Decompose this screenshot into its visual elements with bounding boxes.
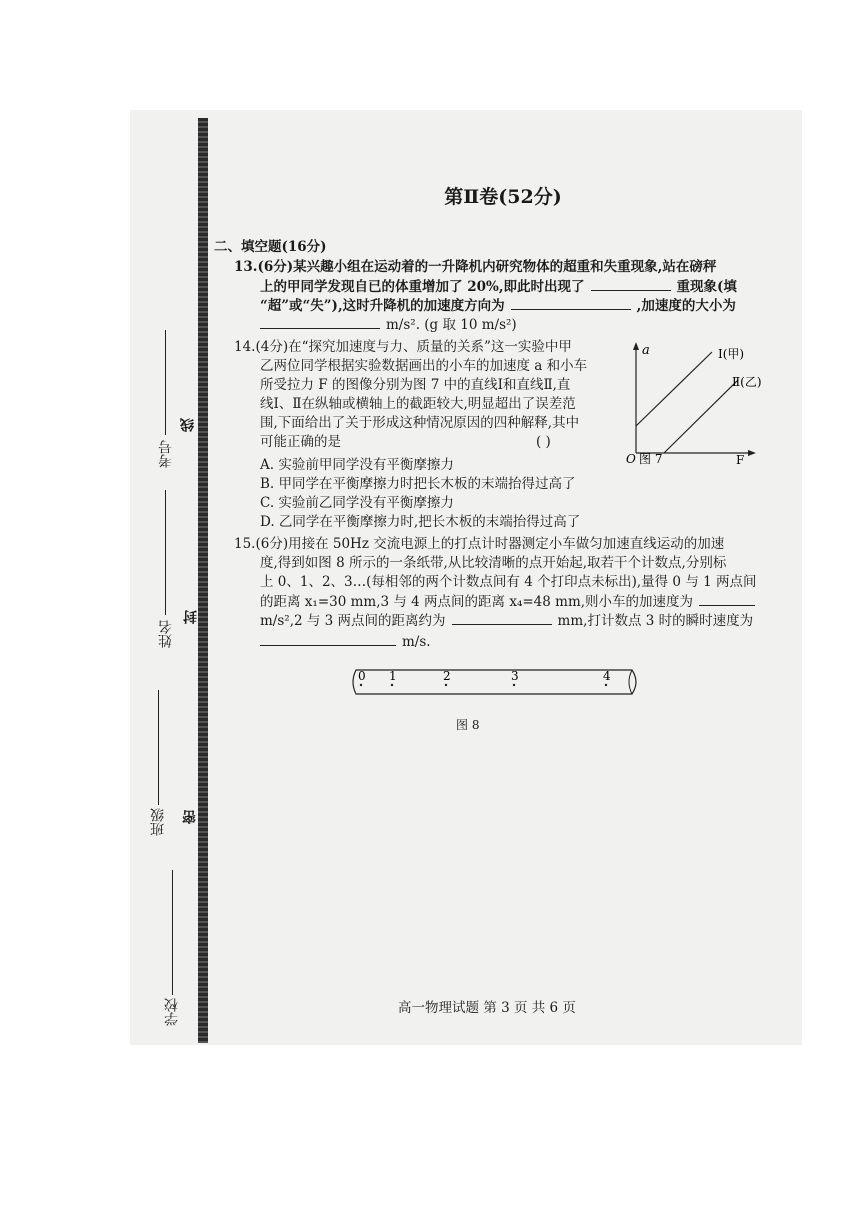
q13-line3: “超”或“失”),这时升降机的加速度方向为 ,加速度的大小为 xyxy=(260,298,736,314)
exam-no-line xyxy=(165,330,166,435)
figure-8-tape xyxy=(348,662,648,702)
tape-point-4-label: 4 xyxy=(603,669,611,683)
tape-dot-4 xyxy=(605,684,607,686)
tape-curl xyxy=(629,670,632,694)
q15-blank-velocity[interactable] xyxy=(260,632,396,646)
q14-line5: 围,下面给出了关于形成这种情况原因的四种解释,其中 xyxy=(260,415,580,431)
page-footer: 高一物理试题 第 3 页 共 6 页 xyxy=(398,1000,576,1016)
q15-line6: m/s. xyxy=(260,632,431,652)
seal-seal-char: 封 xyxy=(183,610,199,624)
section-title: 第Ⅱ卷(52分) xyxy=(444,186,562,208)
q15-line3: 上 0、1、2、3…(每相邻的两个计数点间有 4 个打印点未标出),量得 0 与 1 两点间 xyxy=(260,574,757,590)
q13-line2: 上的甲同学发现自已的体重增加了 20%,即此时出现了 重现象(填 xyxy=(260,279,737,295)
x-axis-label: F xyxy=(736,453,745,466)
q15-blank-distance[interactable] xyxy=(452,611,552,625)
q14-option-b: B. 甲同学在平衡摩擦力时把长木板的末端抬得过高了 xyxy=(260,476,576,492)
q13-line1: 13.(6分)某兴趣小组在运动着的一升降机内研究物体的超重和失重现象,站在磅秤 xyxy=(234,259,717,275)
q14-line1: 14.(4分)在“探究加速度与力、质量的关系”这一实验中甲 xyxy=(234,339,572,355)
tape-dot-0 xyxy=(360,684,362,686)
figure-7-graph xyxy=(626,340,786,466)
school-label: 学校 xyxy=(164,998,180,1026)
origin-label: O xyxy=(626,452,636,466)
q13-line4: m/s². (g 取 10 m/s²) xyxy=(260,315,517,335)
q14-option-a: A. 实验前甲同学没有平衡摩擦力 xyxy=(260,457,454,473)
exam-no-label: 考号 xyxy=(158,440,174,468)
x-axis-arrow-icon xyxy=(748,450,756,456)
figure-7-caption: 图 7 xyxy=(639,452,663,466)
binding-strip xyxy=(198,118,208,1043)
q14-line6: 可能正确的是 xyxy=(260,434,341,450)
y-axis-arrow-icon xyxy=(633,342,639,350)
figure-8-caption: 图 8 xyxy=(456,718,480,732)
seal-line-char: 线 xyxy=(180,418,196,432)
q14-line2: 乙两位同学根据实验数据画出的小车的加速度 a 和小车 xyxy=(260,358,588,374)
tape-point-0-label: 0 xyxy=(358,669,366,683)
q15-blank-acceleration[interactable] xyxy=(699,592,755,606)
q14-answer-paren[interactable]: ( ) xyxy=(536,434,551,450)
tape-point-3-label: 3 xyxy=(511,669,519,683)
school-line xyxy=(172,870,173,995)
tape-dot-2 xyxy=(445,684,447,686)
name-label: 姓名 xyxy=(158,620,174,648)
class-label: 班级 xyxy=(150,808,166,836)
part-heading: 二、填空题(16分) xyxy=(214,239,327,255)
seal-secret-char: 密 xyxy=(182,810,198,824)
q15-line5: m/s²,2 与 3 两点间的距离约为 mm,打计数点 3 时的瞬时速度为 xyxy=(260,613,754,629)
q14-line4: 线Ⅰ、Ⅱ在纵轴或横轴上的截距较大,明显超出了误差范 xyxy=(260,396,576,412)
q13-blank-phenomenon[interactable] xyxy=(591,277,671,291)
q15-line1: 15.(6分)用接在 50Hz 交流电源上的打点计时器测定小车做匀加速直线运动的加速 xyxy=(234,536,725,552)
q14-line3: 所受拉力 F 的图像分别为图 7 中的直线Ⅰ和直线Ⅱ,直 xyxy=(260,377,571,393)
q13-blank-direction[interactable] xyxy=(511,296,631,310)
line-2-label: Ⅱ(乙) xyxy=(732,375,762,389)
tape-point-1-label: 1 xyxy=(389,669,397,683)
line-1-label: Ⅰ(甲) xyxy=(718,347,745,361)
q13-blank-acceleration[interactable] xyxy=(260,315,380,329)
tape-dot-3 xyxy=(513,684,515,686)
class-line xyxy=(158,690,159,805)
line-1 xyxy=(636,352,712,426)
q14-option-c: C. 实验前乙同学没有平衡摩擦力 xyxy=(260,495,454,511)
q14-option-d: D. 乙同学在平衡摩擦力时,把长木板的末端抬得过高了 xyxy=(260,514,581,530)
q15-line2: 度,得到如图 8 所示的一条纸带,从比较清晰的点开始起,取若干个计数点,分别标 xyxy=(260,555,727,571)
name-line xyxy=(165,490,166,615)
y-axis-label: a xyxy=(642,343,650,358)
tape-dot-1 xyxy=(391,684,393,686)
tape-point-2-label: 2 xyxy=(443,669,451,683)
line-2 xyxy=(664,380,738,453)
q15-line4: 的距离 x₁=30 mm,3 与 4 两点间的距离 x₄=48 mm,则小车的加速度为 xyxy=(260,592,755,612)
